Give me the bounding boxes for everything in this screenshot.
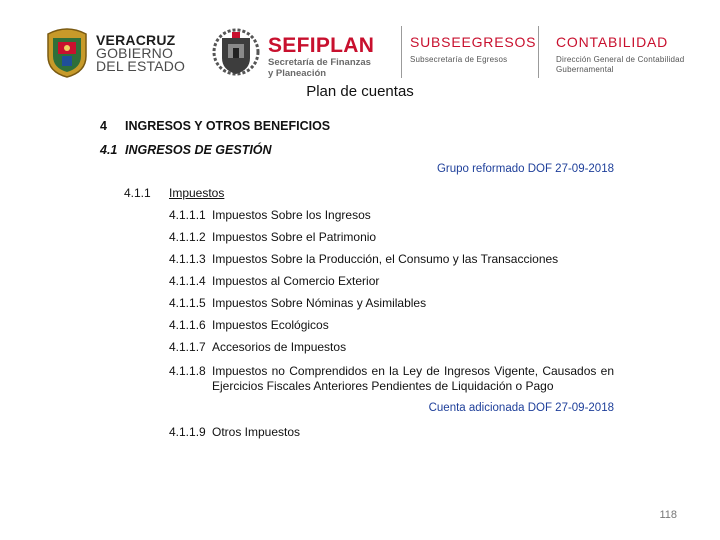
- account-item-text: Impuestos Sobre Nóminas y Asimilables: [212, 296, 427, 310]
- veracruz-coat-of-arms-icon: [44, 26, 90, 78]
- sefiplan-subtitle-line-1: Secretaría de Finanzas: [268, 57, 371, 68]
- addition-note: Cuenta adicionada DOF 27-09-2018: [428, 402, 614, 414]
- heading-2-number: 4.1: [100, 143, 118, 157]
- sefiplan-subtitle: [268, 57, 371, 79]
- contabilidad-title: CONTABILIDAD: [556, 34, 669, 50]
- sefiplan-subtitle-line-2: y Planeación: [268, 68, 327, 79]
- veracruz-line-3: DEL ESTADO: [96, 58, 186, 74]
- account-item-number: 4.1.1.6: [169, 318, 206, 332]
- account-item-text: Otros Impuestos: [212, 425, 301, 439]
- subsecretaria-subtitle: Subsecretaría de Egresos: [410, 55, 508, 64]
- subsecretaria-title: SUBSEEGRESOS: [410, 34, 537, 50]
- section-number: 4.1.1: [124, 186, 151, 200]
- veracruz-wordmark: [96, 34, 185, 73]
- sefiplan-title: SEFIPLAN: [268, 34, 375, 57]
- account-item-number: 4.1.1.8: [169, 364, 206, 378]
- header-divider: [538, 26, 539, 78]
- account-item-number: 4.1.1.1: [169, 208, 206, 222]
- account-item-number: 4.1.1.5: [169, 296, 206, 310]
- header-divider: [401, 26, 402, 78]
- heading-1-number: 4: [100, 119, 107, 133]
- account-item-text: Impuestos Sobre la Producción, el Consumo y las Transacciones: [212, 252, 559, 266]
- page-number: 118: [659, 509, 677, 521]
- account-item-number: 4.1.1.4: [169, 274, 206, 288]
- heading-1-text: INGRESOS Y OTROS BENEFICIOS: [125, 119, 331, 133]
- account-item-text: Impuestos Ecológicos: [212, 318, 329, 332]
- veracruz-line-1: VERACRUZ: [96, 32, 176, 48]
- account-item-text: Impuestos Sobre el Patrimonio: [212, 230, 377, 244]
- heading-2-text: INGRESOS DE GESTIÓN: [125, 143, 272, 157]
- account-item-text: Accesorios de Impuestos: [212, 340, 347, 354]
- sefiplan-emblem-icon: [212, 26, 260, 78]
- account-item-text: Impuestos al Comercio Exterior: [212, 274, 380, 288]
- account-item-number: 4.1.1.3: [169, 252, 206, 266]
- account-item-text: Impuestos no Comprendidos en la Ley de Ingresos Vigente, Causados en Ejercicios Fiscales Anteriores Pendientes de Liquidación o Pago: [212, 364, 614, 393]
- contabilidad-subtitle-line-2: Gubernamental: [556, 65, 614, 74]
- veracruz-line-2: GOBIERNO: [96, 45, 174, 61]
- account-item-number: 4.1.1.9: [169, 425, 206, 439]
- account-item-text: Impuestos Sobre los Ingresos: [212, 208, 371, 222]
- section-title: Impuestos: [169, 186, 225, 200]
- contabilidad-subtitle-line-1: Dirección General de Contabilidad: [556, 55, 685, 64]
- page-title: Plan de cuentas: [306, 83, 414, 100]
- contabilidad-subtitle: [556, 55, 684, 75]
- account-item-number: 4.1.1.2: [169, 230, 206, 244]
- account-item-number: 4.1.1.7: [169, 340, 206, 354]
- reform-note: Grupo reformado DOF 27-09-2018: [436, 163, 614, 175]
